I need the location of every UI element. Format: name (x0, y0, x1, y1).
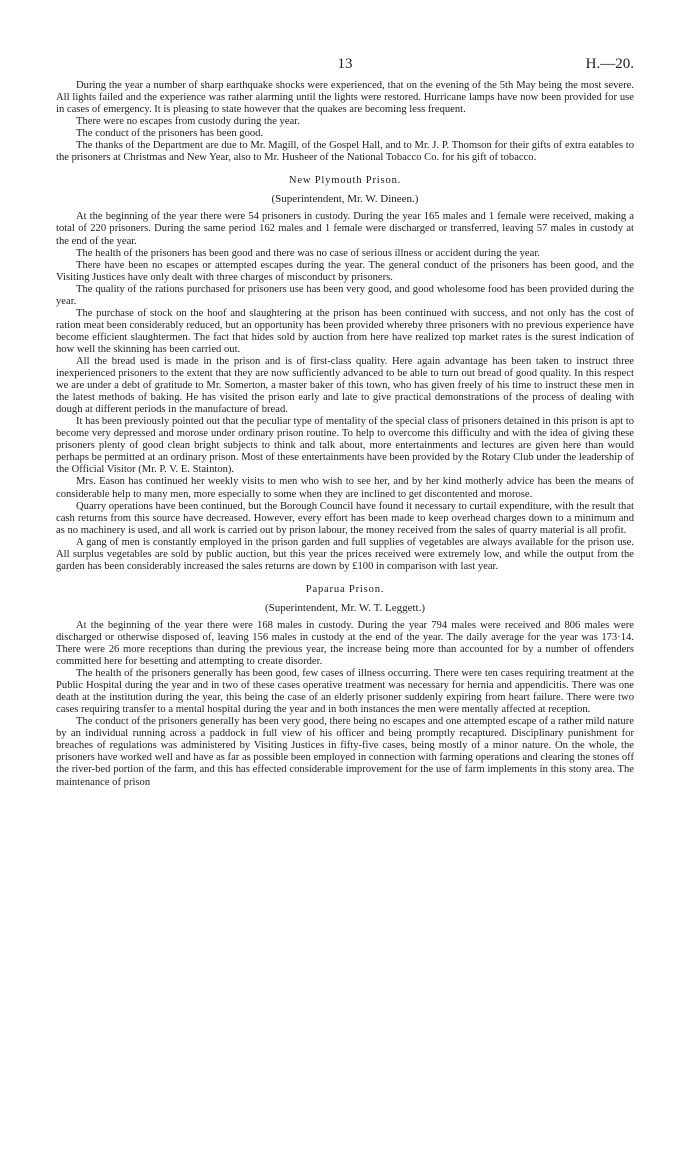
paragraph: Mrs. Eason has continued her weekly visits to men who wish to see her, and by her kind motherly advice has been the means of considerable help to many men, more especially to some when they are inclined to get discontented and morose. (56, 476, 634, 500)
paragraph: The conduct of the prisoners generally has been very good, there being no escapes and one attempted escape of a rather mild nature by an individual running across a paddock in full view of his officer and being promptly recaptured. Disciplinary punishment for breaches of regulations was administered by Visiting Justices in fifty-five cases, being mostly of a minor nature. On the whole, the prisoners have worked well and have as far as possible been employed in connection with farming operations and clearing the stones off the river-bed portion of the farm, and this has effected considerable improvement for the use of farm implements in this stony area. The maintenance of prison (56, 716, 634, 788)
section-heading: Paparua Prison. (305, 583, 385, 595)
superintendent-line: (Superintendent, Mr. W. T. Leggett.) (265, 601, 425, 614)
new-plymouth-section (56, 175, 634, 573)
paragraph: Quarry operations have been continued, but the Borough Council have found it necessary to curtail expenditure, with the result that cash returns from this source have decreased. However, every effort has been made to keep overhead charges down to a minimum and as no machinery is used, and all work is carried out by prison labour, the money received from the sales of quarry material is all profit. (56, 500, 634, 536)
paragraph: It has been previously pointed out that the peculiar type of mentality of the special class of prisoners detained in this prison is apt to become very depressed and morose under ordinary prison routine. To help to overcome this difficulty and with the idea of giving these prisoners plenty of good clean bright subjects to think and talk about, more entertainments and lectures are given here than would perhaps be permitted at an ordinary prison. Most of these entertainments have been provided by the Rotary Club under the leadership of the Official Visitor (Mr. P. V. E. Stainton). (56, 416, 634, 476)
superintendent-line: (Superintendent, Mr. W. Dineen.) (271, 193, 419, 206)
page-number: 13 (337, 56, 353, 72)
paparua-section (56, 584, 634, 789)
paragraph: The conduct of the prisoners has been good. (76, 128, 264, 140)
paragraph: There have been no escapes or attempted escapes during the year. The general conduct of the prisoners has been good, and the Visiting Justices have only dealt with three charges of misconduct by prisoners. (56, 259, 634, 283)
paragraph: At the beginning of the year there were 168 males in custody. During the year 794 males were received and 806 males were discharged or otherwise disposed of, leaving 156 males in custody at the end of the year. The daily average for the year was 173·14. There were 26 more receptions than during the previous year, the increase being more than accounted for by a number of offenders committed here for besetting and attempting to create disorder. (56, 619, 634, 668)
section-heading: New Plymouth Prison. (288, 175, 402, 187)
paragraph: The health of the prisoners has been good and there was no case of serious illness or accident during the year. (76, 247, 540, 259)
document-reference: H.—20. (585, 56, 634, 72)
paragraph: At the beginning of the year there were 54 prisoners in custody. During the year 165 males and 1 female were received, making a total of 220 prisoners. During the same period 162 males and 1 female were discharged or transferred, leaving 57 males in custody at the end of the year. (56, 211, 634, 247)
paragraph: During the year a number of sharp earthquake shocks were experienced, that on the evening of the 5th May being the most severe. All lights failed and the experience was rather alarming until the lights were restored. Hurricane lamps have now been provided for use in cases of emergency. It is pleasing to state however that the quakes are becoming less frequent. (56, 80, 634, 116)
page-content (56, 80, 634, 789)
paragraph: The thanks of the Department are due to Mr. Magill, of the Gospel Hall, and to Mr. J. P. Thomson for their gifts of extra eatables to the prisoners at Christmas and New Year, also to Mr. Husheer of the National Tobacco Co. for his gift of tobacco. (56, 140, 634, 164)
paragraph: The health of the prisoners generally has been good, few cases of illness occurring. There were ten cases requiring treatment at the Public Hospital during the year and in two of these cases operative treatment was necessary for hernia and appendicitis. There was one death at the institution during the year, this being the case of an elderly prisoner suddenly expiring from heart failure. There were two cases requiring transfer to a mental hospital during the year and in both instances the men were mentally affected at reception. (56, 668, 634, 716)
paragraph: All the bread used is made in the prison and is of first-class quality. Here again advantage has been taken to instruct three inexperienced prisoners to the extent that they are now sufficiently advanced to be able to turn out bread of good quality. In this respect we are under a debt of gratitude to Mr. Somerton, a master baker of this town, who has given freely of his time to instruct these men in the latest methods of baking. He has visited the prison early and late to give practical demonstrations of the process of dealing with dough at different periods in the manufacture of bread. (56, 355, 634, 416)
paragraph: There were no escapes from custody during the year. (76, 116, 300, 128)
document-page (56, 56, 634, 789)
paragraph: The quality of the rations purchased for prisoners use has been very good, and good wholesome food has been provided during the year. (56, 283, 634, 307)
paragraph: A gang of men is constantly employed in the prison garden and full supplies of vegetables are always available for the prison use. All surplus vegetables are sold by public auction, but this year the prices received were extremely low, and while the output from the garden has been considerably increased the sales returns are down by £100 in comparison with last year. (56, 536, 634, 572)
intro-section (56, 80, 634, 164)
page-header (56, 56, 634, 76)
paragraph: The purchase of stock on the hoof and slaughtering at the prison has been continued with success, and not only has the cost of ration meat been considerably reduced, but an opportunity has been provided whereby three prisoners with no previous experience have become efficient slaughtermen. The fact that hides sold by auction from here have realized top market rates is the surest indication of how well the skinning has been carried out. (56, 307, 634, 355)
